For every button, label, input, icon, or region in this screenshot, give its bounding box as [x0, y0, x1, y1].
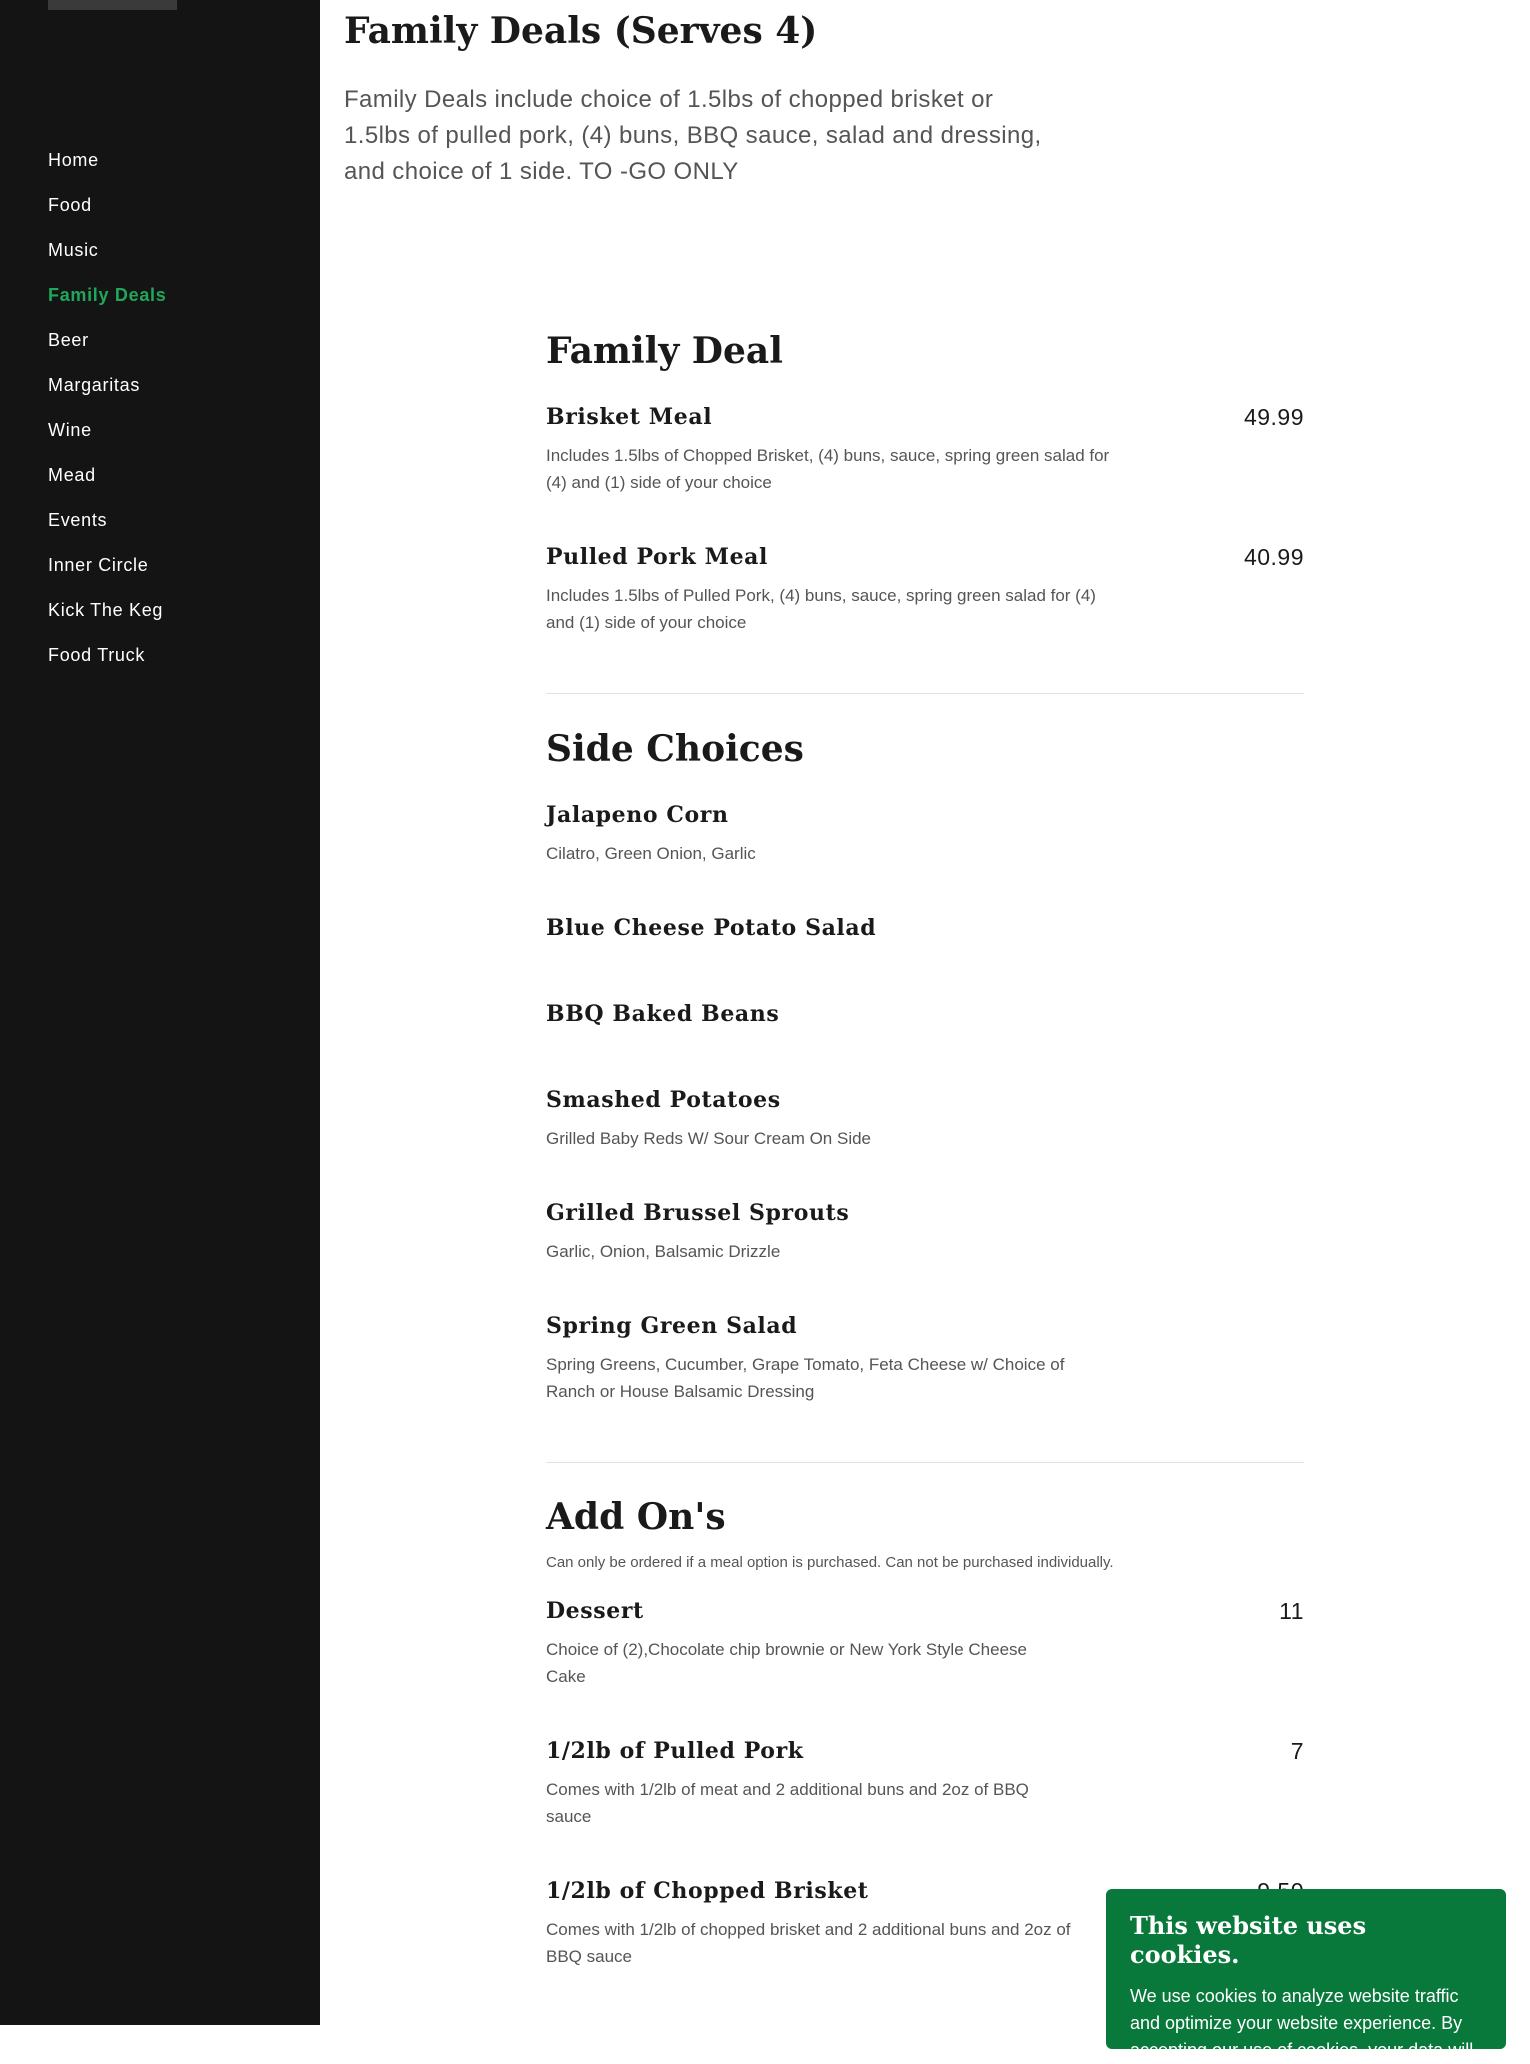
- section-title-family-deal: Family Deal: [546, 330, 783, 372]
- menu-item-price: 11: [1279, 1598, 1304, 1624]
- section-note: Can only be ordered if a meal option is purchased. Can not be purchased individually.: [546, 1554, 1114, 1571]
- menu-item-description: Comes with 1/2lb of chopped brisket and 2 additional buns and 2oz of BBQ sauce: [546, 1920, 1071, 1966]
- menu-item-name: 1/2lb of Pulled Pork: [546, 1738, 804, 1764]
- menu-item-name: Spring Green Salad: [546, 1313, 798, 1339]
- menu-item-description: Includes 1.5lbs of Pulled Pork, (4) buns, sauce, spring green salad for (4) and (1) side of your choice: [546, 586, 1096, 632]
- menu-item-description: Includes 1.5lbs of Chopped Brisket, (4) buns, sauce, spring green salad for (4) and (1) side of your choice: [546, 446, 1110, 492]
- menu-item-name: 1/2lb of Chopped Brisket: [546, 1878, 869, 1904]
- nav-item-beer[interactable]: Beer: [48, 330, 89, 350]
- menu-item-description: Comes with 1/2lb of meat and 2 additional buns and 2oz of BBQ sauce: [546, 1780, 1029, 1826]
- nav-item-family-deals[interactable]: Family Deals: [48, 285, 167, 305]
- menu-item-description: Garlic, Onion, Balsamic Drizzle: [546, 1242, 781, 1261]
- section-title-add-ons: Add On's: [546, 1496, 726, 1538]
- nav-item-home[interactable]: Home: [48, 150, 99, 170]
- menu-item-name: Pulled Pork Meal: [546, 544, 768, 570]
- nav-item-kick-the-keg[interactable]: Kick The Keg: [48, 600, 164, 620]
- menu-item-name: Dessert: [546, 1598, 644, 1624]
- main-nav: [48, 140, 166, 680]
- page-intro: Family Deals include choice of 1.5lbs of chopped brisket or 1.5lbs of pulled pork, (4) buns, BBQ sauce, salad and dressing, and choice of 1 side. TO -GO ONLY: [344, 86, 1042, 185]
- cookie-banner-text: We use cookies to analyze website traffic and optimize your website experience. By accepting our use of cookies, your data will: [1130, 1986, 1474, 2060]
- menu-item-name: Jalapeno Corn: [546, 802, 729, 828]
- menu-item-name: Smashed Potatoes: [546, 1087, 781, 1113]
- nav-item-margaritas[interactable]: Margaritas: [48, 375, 141, 395]
- section-title-side-choices: Side Choices: [546, 728, 804, 770]
- section-divider: [546, 693, 1304, 694]
- menu-item-price: 40.99: [1243, 544, 1304, 570]
- menu-item-price: 7: [1290, 1738, 1304, 1764]
- nav-item-music[interactable]: Music: [48, 240, 99, 260]
- menu-item-description: Grilled Baby Reds W/ Sour Cream On Side: [546, 1129, 872, 1148]
- menu-item-name: Grilled Brussel Sprouts: [546, 1200, 850, 1226]
- nav-item-food[interactable]: Food: [48, 195, 92, 215]
- section-divider: [546, 1462, 1304, 1463]
- menu-item-description: Choice of (2),Chocolate chip brownie or New York Style Cheese Cake: [546, 1640, 1027, 1686]
- menu-item-price: 49.99: [1243, 404, 1304, 430]
- page-title: Family Deals (Serves 4): [344, 10, 818, 52]
- menu-item-description: Cilatro, Green Onion, Garlic: [546, 844, 756, 863]
- nav-item-mead[interactable]: Mead: [48, 465, 96, 485]
- menu-item-name: Blue Cheese Potato Salad: [546, 915, 877, 941]
- nav-item-food-truck[interactable]: Food Truck: [48, 645, 146, 665]
- nav-item-events[interactable]: Events: [48, 510, 108, 530]
- nav-item-wine[interactable]: Wine: [48, 420, 92, 440]
- menu-item-name: BBQ Baked Beans: [546, 1001, 780, 1027]
- cookie-banner[interactable]: [1106, 1889, 1506, 2060]
- menu-item-name: Brisket Meal: [546, 404, 713, 430]
- sidebar: [0, 0, 320, 2025]
- nav-item-inner-circle[interactable]: Inner Circle: [48, 555, 149, 575]
- main-content: [320, 0, 1530, 2025]
- menu-item-description: Spring Greens, Cucumber, Grape Tomato, Feta Cheese w/ Choice of Ranch or House Balsamic Dressing: [546, 1355, 1065, 1401]
- site-logo[interactable]: [48, 0, 177, 10]
- cookie-banner-title: This website uses cookies.: [1130, 1911, 1367, 1969]
